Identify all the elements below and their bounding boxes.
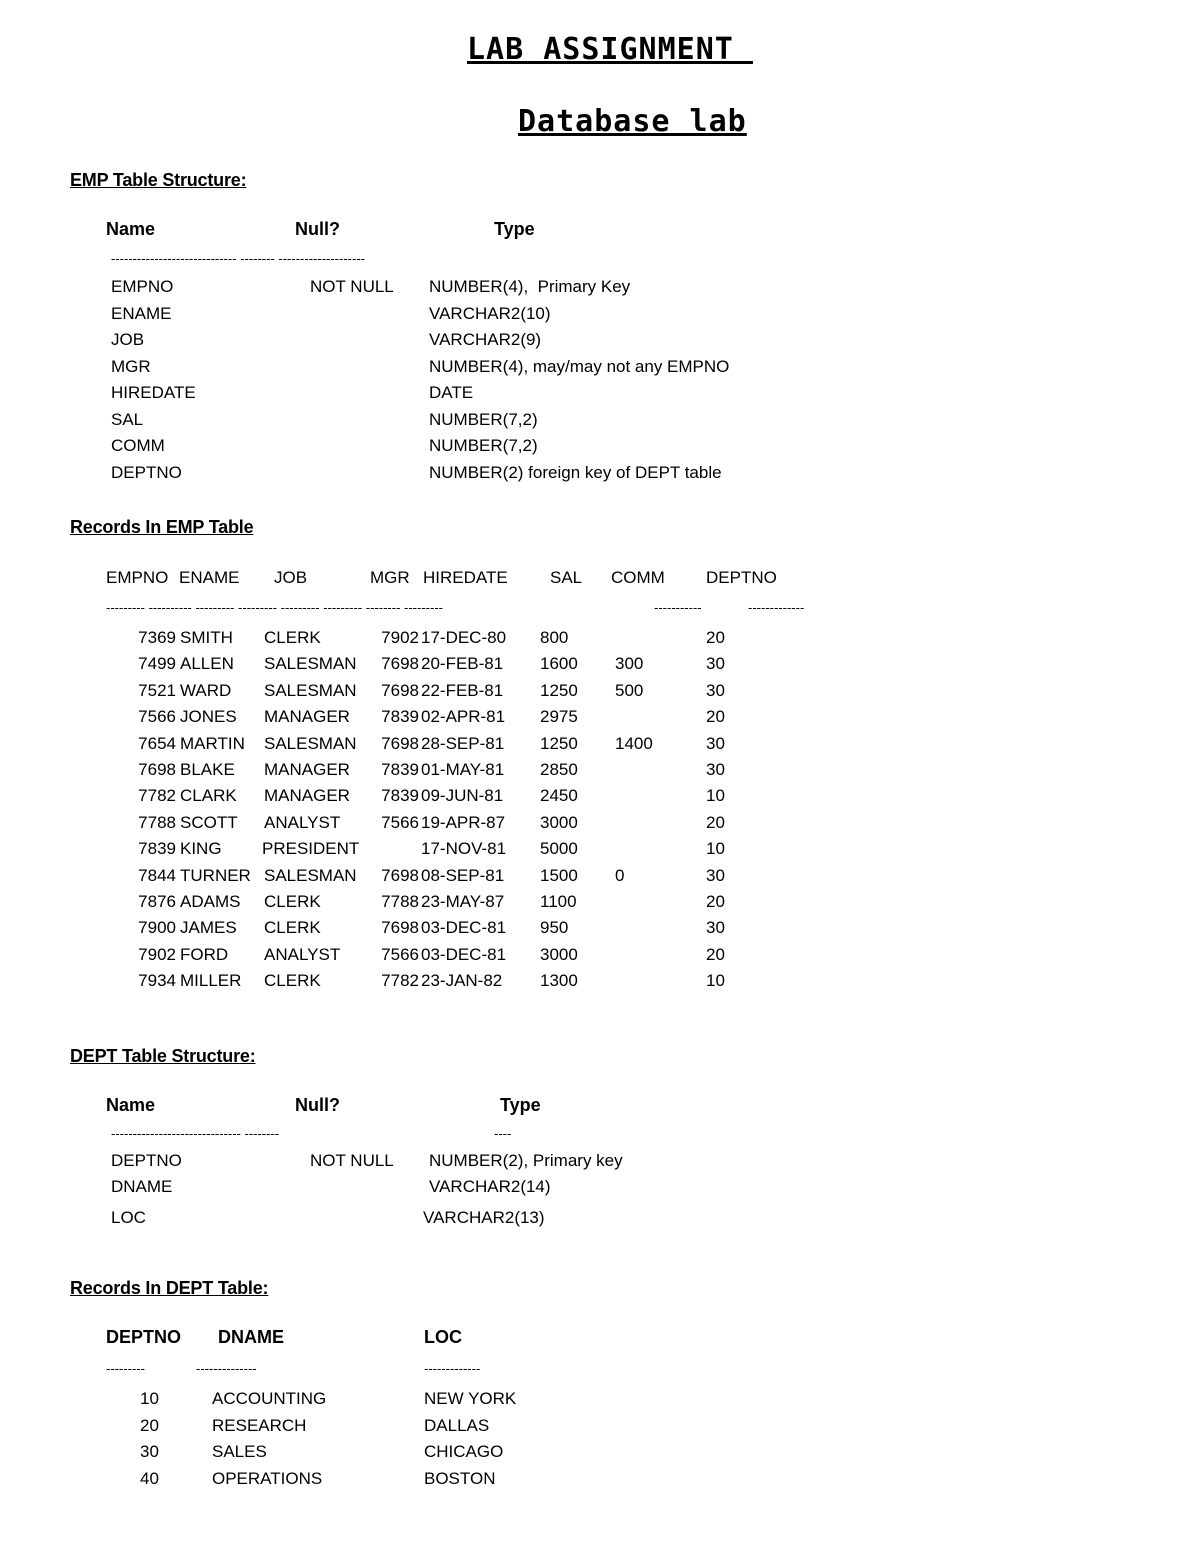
job-cell: MANAGER — [264, 760, 350, 779]
mgr-cell: 7698 — [381, 654, 419, 673]
job-cell: CLERK — [264, 918, 321, 937]
table-row — [0, 383, 1200, 410]
dept-structure-col-name: Name — [106, 1095, 156, 1115]
deptno-cell: 40 — [140, 1469, 159, 1488]
loc-cell: CHICAGO — [424, 1442, 504, 1461]
dept-records-col-loc: LOC — [424, 1327, 462, 1347]
deptno-cell: 30 — [706, 760, 725, 779]
column-type-cell: NUMBER(4), Primary Key — [429, 277, 631, 296]
emp-records-divider-b: ----------- — [654, 600, 702, 615]
hiredate-cell: 23-JAN-82 — [421, 971, 503, 990]
mgr-cell: 7788 — [381, 892, 419, 911]
emp-header-cell: SAL — [550, 568, 583, 587]
column-name-cell: DEPTNO — [111, 463, 182, 482]
table-row — [0, 654, 1200, 681]
table-row — [0, 1389, 1200, 1416]
table-row — [0, 1208, 1200, 1235]
hiredate-cell: 17-DEC-80 — [421, 628, 507, 647]
dept-records-divider: ------------- — [424, 1361, 481, 1376]
column-name-cell: MGR — [111, 357, 151, 376]
sal-cell: 950 — [540, 918, 569, 937]
emp-header-cell: COMM — [611, 568, 665, 587]
table-row — [0, 971, 1200, 998]
column-type-cell: VARCHAR2(13) — [423, 1208, 545, 1227]
ename-cell: SMITH — [180, 628, 233, 647]
job-cell: CLERK — [264, 892, 321, 911]
column-name-cell: DEPTNO — [111, 1151, 182, 1170]
table-row — [0, 277, 1200, 304]
job-cell: SALESMAN — [264, 654, 357, 673]
dept-records-heading: Records In DEPT Table: — [70, 1278, 269, 1298]
page-title: LAB ASSIGNMENT — [467, 32, 753, 67]
deptno-cell: 30 — [706, 866, 725, 885]
mgr-cell: 7698 — [381, 681, 419, 700]
emp-structure-col-null: Null? — [295, 219, 340, 239]
empno-cell: 7902 — [138, 945, 176, 964]
table-row — [0, 1469, 1200, 1496]
column-type-cell: NUMBER(2) foreign key of DEPT table — [429, 463, 722, 482]
ename-cell: ADAMS — [180, 892, 241, 911]
comm-cell: 300 — [615, 654, 644, 673]
table-row — [0, 786, 1200, 813]
empno-cell: 7369 — [138, 628, 176, 647]
job-cell: MANAGER — [264, 707, 350, 726]
dname-cell: SALES — [212, 1442, 267, 1461]
hiredate-cell: 28-SEP-81 — [421, 734, 505, 753]
dept-records-divider: -------------- — [196, 1361, 257, 1376]
deptno-cell: 20 — [140, 1416, 159, 1435]
hiredate-cell: 17-NOV-81 — [421, 839, 507, 858]
hiredate-cell: 19-APR-87 — [421, 813, 506, 832]
page-subtitle: Database lab — [518, 104, 747, 139]
empno-cell: 7876 — [138, 892, 176, 911]
column-name-cell: JOB — [111, 330, 145, 349]
table-row — [0, 330, 1200, 357]
column-type-cell: NUMBER(7,2) — [429, 410, 538, 429]
mgr-cell: 7902 — [381, 628, 419, 647]
table-row — [0, 918, 1200, 945]
empno-cell: 7654 — [138, 734, 176, 753]
column-type-cell: NUMBER(4), may/may not any EMPNO — [429, 357, 730, 376]
sal-cell: 2975 — [540, 707, 578, 726]
sal-cell: 3000 — [540, 945, 578, 964]
sal-cell: 1500 — [540, 866, 578, 885]
dept-structure-divider-a: ------------------------------ -------- — [111, 1126, 280, 1141]
job-cell: CLERK — [264, 971, 321, 990]
empno-cell: 7499 — [138, 654, 176, 673]
sal-cell: 2850 — [540, 760, 578, 779]
job-cell: MANAGER — [264, 786, 350, 805]
deptno-cell: 30 — [706, 681, 725, 700]
table-header-row — [0, 568, 1200, 595]
table-row — [0, 1416, 1200, 1443]
ename-cell: CLARK — [180, 786, 237, 805]
emp-header-cell: HIREDATE — [423, 568, 508, 587]
deptno-cell: 20 — [706, 892, 725, 911]
deptno-cell: 30 — [706, 918, 725, 937]
mgr-cell: 7698 — [381, 734, 419, 753]
deptno-cell: 10 — [706, 839, 725, 858]
table-row — [0, 839, 1200, 866]
empno-cell: 7788 — [138, 813, 176, 832]
job-cell: PRESIDENT — [262, 839, 360, 858]
column-type-cell: NUMBER(7,2) — [429, 436, 538, 455]
hiredate-cell: 03-DEC-81 — [421, 918, 507, 937]
sal-cell: 1250 — [540, 681, 578, 700]
table-row — [0, 628, 1200, 655]
emp-structure-col-type: Type — [494, 219, 535, 239]
job-cell: ANALYST — [264, 813, 341, 832]
mgr-cell: 7839 — [381, 760, 419, 779]
column-name-cell: DNAME — [111, 1177, 173, 1196]
comm-cell: 1400 — [615, 734, 653, 753]
column-name-cell: SAL — [111, 410, 144, 429]
ename-cell: MARTIN — [180, 734, 245, 753]
hiredate-cell: 02-APR-81 — [421, 707, 506, 726]
table-row — [0, 892, 1200, 919]
dept-structure-divider-b: ---- — [494, 1126, 512, 1141]
table-row — [0, 734, 1200, 761]
job-cell: SALESMAN — [264, 681, 357, 700]
emp-records-divider-c: ------------- — [748, 600, 805, 615]
ename-cell: SCOTT — [180, 813, 238, 832]
empno-cell: 7900 — [138, 918, 176, 937]
table-row — [0, 813, 1200, 840]
ename-cell: FORD — [180, 945, 229, 964]
emp-header-cell: EMPNO — [106, 568, 169, 587]
null-constraint-cell: NOT NULL — [310, 277, 394, 296]
sal-cell: 3000 — [540, 813, 578, 832]
hiredate-cell: 01-MAY-81 — [421, 760, 505, 779]
mgr-cell: 7566 — [381, 813, 419, 832]
null-constraint-cell: NOT NULL — [310, 1151, 394, 1170]
empno-cell: 7521 — [138, 681, 176, 700]
column-type-cell: VARCHAR2(10) — [429, 304, 551, 323]
emp-structure-heading: EMP Table Structure: — [70, 170, 247, 190]
mgr-cell: 7698 — [381, 866, 419, 885]
job-cell: CLERK — [264, 628, 321, 647]
sal-cell: 5000 — [540, 839, 578, 858]
ename-cell: BLAKE — [180, 760, 235, 779]
deptno-cell: 20 — [706, 945, 725, 964]
table-row — [0, 866, 1200, 893]
mgr-cell: 7839 — [381, 707, 419, 726]
comm-cell: 500 — [615, 681, 644, 700]
dept-structure-heading: DEPT Table Structure: — [70, 1046, 256, 1066]
hiredate-cell: 08-SEP-81 — [421, 866, 505, 885]
emp-records-divider-a: --------- ---------- --------- --------- --------- --------- -------- --------- — [106, 600, 443, 615]
sal-cell: 1300 — [540, 971, 578, 990]
mgr-cell: 7782 — [381, 971, 419, 990]
loc-cell: DALLAS — [424, 1416, 490, 1435]
sal-cell: 800 — [540, 628, 569, 647]
column-type-cell: VARCHAR2(9) — [429, 330, 542, 349]
hiredate-cell: 09-JUN-81 — [421, 786, 504, 805]
ename-cell: WARD — [180, 681, 232, 700]
table-row — [0, 1442, 1200, 1469]
deptno-cell: 10 — [140, 1389, 159, 1408]
ename-cell: KING — [180, 839, 222, 858]
table-row — [0, 357, 1200, 384]
job-cell: ANALYST — [264, 945, 341, 964]
hiredate-cell: 03-DEC-81 — [421, 945, 507, 964]
column-name-cell: LOC — [111, 1208, 146, 1227]
table-row — [0, 463, 1200, 490]
column-type-cell: VARCHAR2(14) — [429, 1177, 551, 1196]
emp-records-heading: Records In EMP Table — [70, 517, 254, 537]
table-row — [0, 945, 1200, 972]
emp-header-cell: MGR — [370, 568, 410, 587]
emp-structure-divider: ----------------------------- -------- -------------------- — [111, 251, 365, 266]
table-row — [0, 707, 1200, 734]
dept-structure-col-null: Null? — [295, 1095, 340, 1115]
dept-records-divider: --------- — [106, 1361, 145, 1376]
mgr-cell: 7698 — [381, 918, 419, 937]
ename-cell: JAMES — [180, 918, 237, 937]
deptno-cell: 20 — [706, 813, 725, 832]
deptno-cell: 10 — [706, 971, 725, 990]
deptno-cell: 20 — [706, 628, 725, 647]
emp-header-cell: ENAME — [179, 568, 240, 587]
table-row — [0, 410, 1200, 437]
table-row — [0, 1151, 1200, 1178]
table-row — [0, 760, 1200, 787]
table-row — [0, 1177, 1200, 1204]
hiredate-cell: 23-MAY-87 — [421, 892, 505, 911]
empno-cell: 7566 — [138, 707, 176, 726]
column-type-cell: NUMBER(2), Primary key — [429, 1151, 623, 1170]
dept-records-col-deptno: DEPTNO — [106, 1327, 182, 1347]
dname-cell: OPERATIONS — [212, 1469, 323, 1488]
ename-cell: TURNER — [180, 866, 251, 885]
dname-cell: RESEARCH — [212, 1416, 307, 1435]
hiredate-cell: 22-FEB-81 — [421, 681, 504, 700]
column-type-cell: DATE — [429, 383, 474, 402]
ename-cell: MILLER — [180, 971, 242, 990]
column-name-cell: EMPNO — [111, 277, 174, 296]
empno-cell: 7934 — [138, 971, 176, 990]
loc-cell: NEW YORK — [424, 1389, 517, 1408]
dept-structure-col-type: Type — [500, 1095, 541, 1115]
mgr-cell: 7566 — [381, 945, 419, 964]
column-name-cell: COMM — [111, 436, 165, 455]
emp-structure-col-name: Name — [106, 219, 156, 239]
sal-cell: 2450 — [540, 786, 578, 805]
dept-records-col-dname: DNAME — [218, 1327, 284, 1347]
sal-cell: 1250 — [540, 734, 578, 753]
emp-header-cell: DEPTNO — [706, 568, 777, 587]
loc-cell: BOSTON — [424, 1469, 496, 1488]
deptno-cell: 10 — [706, 786, 725, 805]
deptno-cell: 30 — [706, 734, 725, 753]
hiredate-cell: 20-FEB-81 — [421, 654, 504, 673]
sal-cell: 1600 — [540, 654, 578, 673]
mgr-cell: 7839 — [381, 786, 419, 805]
job-cell: SALESMAN — [264, 734, 357, 753]
deptno-cell: 20 — [706, 707, 725, 726]
ename-cell: JONES — [180, 707, 237, 726]
deptno-cell: 30 — [706, 654, 725, 673]
deptno-cell: 30 — [140, 1442, 159, 1461]
table-row — [0, 304, 1200, 331]
table-row — [0, 681, 1200, 708]
emp-header-cell: JOB — [274, 568, 308, 587]
comm-cell: 0 — [615, 866, 625, 885]
empno-cell: 7839 — [138, 839, 176, 858]
ename-cell: ALLEN — [180, 654, 234, 673]
job-cell: SALESMAN — [264, 866, 357, 885]
empno-cell: 7844 — [138, 866, 176, 885]
column-name-cell: HIREDATE — [111, 383, 196, 402]
empno-cell: 7782 — [138, 786, 176, 805]
empno-cell: 7698 — [138, 760, 176, 779]
column-name-cell: ENAME — [111, 304, 172, 323]
sal-cell: 1100 — [540, 892, 577, 911]
table-row — [0, 436, 1200, 463]
dname-cell: ACCOUNTING — [212, 1389, 327, 1408]
